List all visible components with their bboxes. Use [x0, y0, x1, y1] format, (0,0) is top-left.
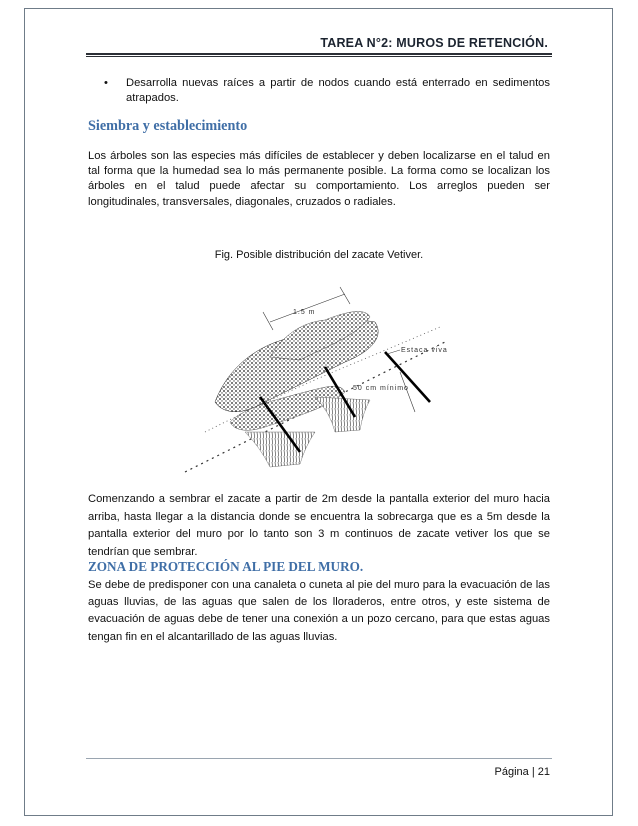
live-stake-3: [385, 352, 430, 402]
paragraph-siembra: Los árboles son las especies más difíciles de establecer y deben localizarse en el talud en tal forma que la humedad sea lo más permanente posible. La forma como se localizan los árboles en el talud puede afectar su comportamiento. Los arreglos pueden ser longitudinales, transversales, diagonales, cruzados o radiales.: [88, 150, 550, 208]
header-rule: [86, 53, 552, 55]
label-spacing: 1.5 m: [293, 309, 316, 316]
bullet-item: [104, 76, 550, 105]
header-rule-thin: [86, 56, 552, 57]
vetiver-figure: [175, 282, 460, 482]
section-heading-siembra: Siembra y establecimiento: [88, 118, 248, 134]
label-depth: 50 cm mínimo: [353, 385, 409, 392]
section-heading-zona: ZONA DE PROTECCIÓN AL PIE DEL MURO.: [88, 559, 364, 574]
figure-caption: Fig. Posible distribución del zacate Vetiver.: [214, 249, 424, 261]
page-number: Página | 21: [494, 766, 550, 778]
footer-rule: [86, 758, 552, 759]
bullet-symbol: •: [104, 77, 108, 89]
header-title: TAREA N°2: MUROS DE RETENCIÓN.: [320, 36, 548, 50]
label-stake: Estaca viva: [401, 347, 448, 354]
bullet-text: Desarrolla nuevas raíces a partir de nodos cuando está enterrado en sedimentos atrapados.: [126, 77, 550, 104]
paragraph-zona: Se debe de predisponer con una canaleta o cuneta al pie del muro para la evacuación de las aguas lluvias, de las aguas que salen de los lloraderos, entre otros, y este sistema de evacuación de aguas debe de tener una conexión a un pozo cercano, para que estas aguas tengan fin en el alcantarillado de las aguas lluvias.: [88, 579, 550, 643]
paragraph-siembra-zacate: Comenzando a sembrar el zacate a partir de 2m desde la pantalla exterior del muro hacia arriba, hasta llegar a la distancia donde se encuentra la sobrecarga que es a 5m desde la pantalla exterior del muro por lo tanto son 3 m continuos de zacate vetiver los que se tendrían que sembrar.: [88, 493, 550, 558]
